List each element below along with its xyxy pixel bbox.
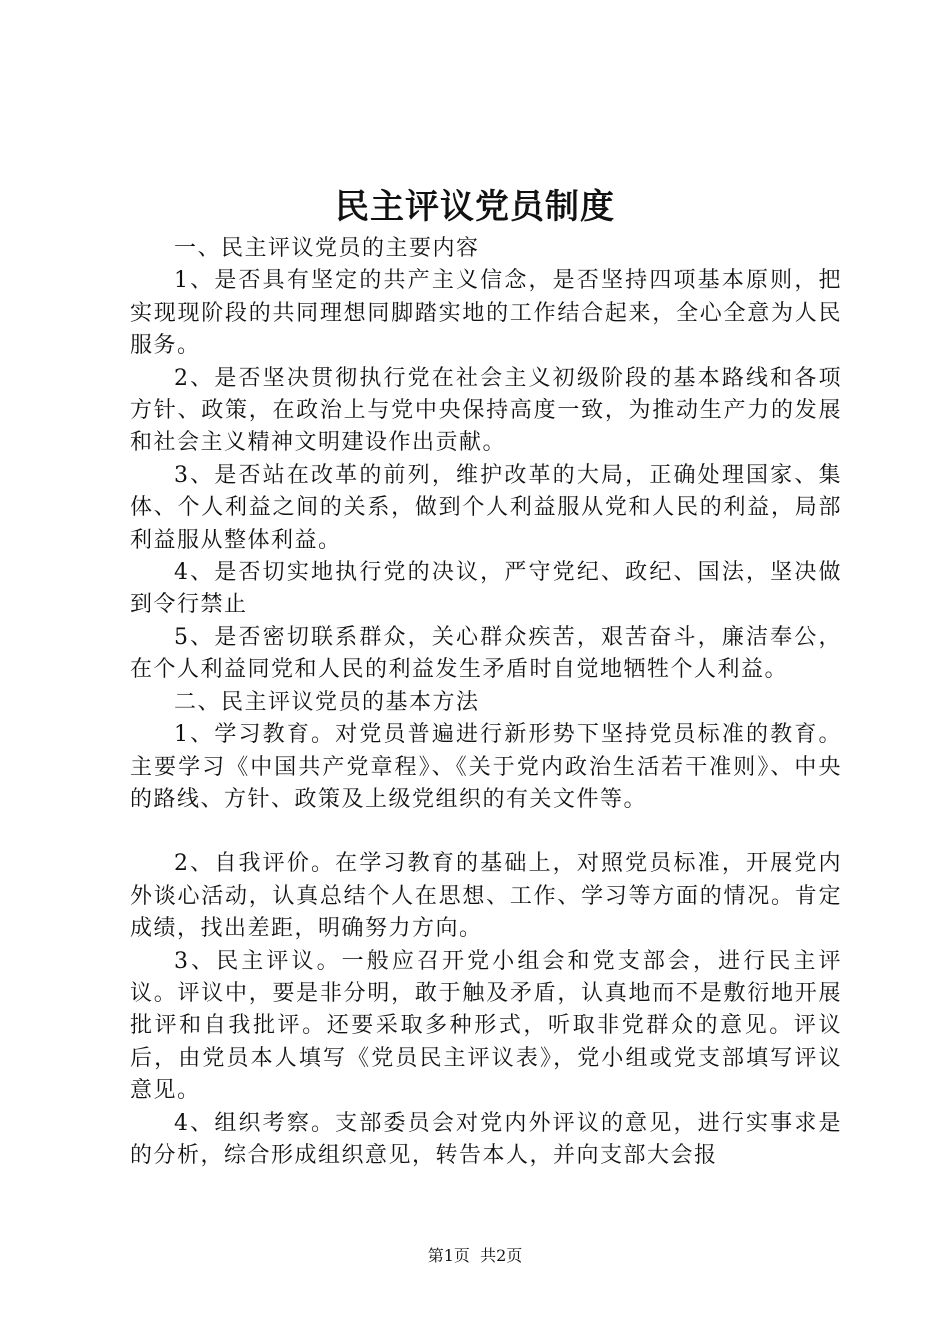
page-number: 第1页 共2页 (427, 1246, 523, 1265)
section-heading-methods: 二、民主评议党员的基本方法 (174, 689, 480, 715)
method-item-4: 4、组织考察。支部委员会对党内外评议的意见，进行实事求是的分析，综合形成组织意见，转告本人，并向支部大会报 (130, 1110, 842, 1168)
content-item-4: 4、是否切实地执行党的决议，严守党纪、政纪、国法，坚决做到令行禁止 (130, 560, 842, 618)
content-item-2: 2、是否坚决贯彻执行党在社会主义初级阶段的基本路线和各项方针、政策，在政治上与党中央保持高度一致，为推动生产力的发展和社会主义精神文明建设作出贡献。 (130, 365, 842, 456)
section-heading-content: 一、民主评议党员的主要内容 (174, 236, 480, 261)
document-title: 民主评议党员制度 (335, 187, 615, 227)
content-item-3: 3、是否站在改革的前列，维护改革的大局，正确处理国家、集体、个人利益之间的关系，做到个人利益服从党和人民的利益，局部利益服从整体利益。 (130, 462, 842, 553)
page-footer (0, 1245, 950, 1267)
content-item-1: 1、是否具有坚定的共产主义信念，是否坚持四项基本原则，把实现现阶段的共同理想同脚踏实地的工作结合起来，全心全意为人民服务。 (130, 268, 842, 359)
method-item-3: 3、民主评议。一般应召开党小组会和党支部会，进行民主评议。评议中，要是非分明，敢于触及矛盾，认真地而不是敷衍地开展批评和自我批评。还要采取多种形式，听取非党群众的意见。评议后，由党员本人填写《党员民主评议表》，党小组或党支部填写评议意见。 (130, 948, 842, 1104)
document-body (130, 233, 842, 1172)
method-item-1: 1、学习教育。对党员普遍进行新形势下坚持党员标准的教育。主要学习《中国共产党章程》、《关于党内政治生活若干准则》、中央的路线、方针、政策及上级党组织的有关文件等。 (130, 722, 842, 812)
content-item-5: 5、是否密切联系群众，关心群众疾苦，艰苦奋斗，廉洁奉公，在个人利益同党和人民的利益发生矛盾时自觉地牺牲个人利益。 (130, 624, 842, 683)
method-item-2: 2、自我评价。在学习教育的基础上，对照党员标准，开展党内外谈心活动，认真总结个人在思想、工作、学习等方面的情况。肯定成绩，找出差距，明确努力方向。 (130, 851, 842, 942)
